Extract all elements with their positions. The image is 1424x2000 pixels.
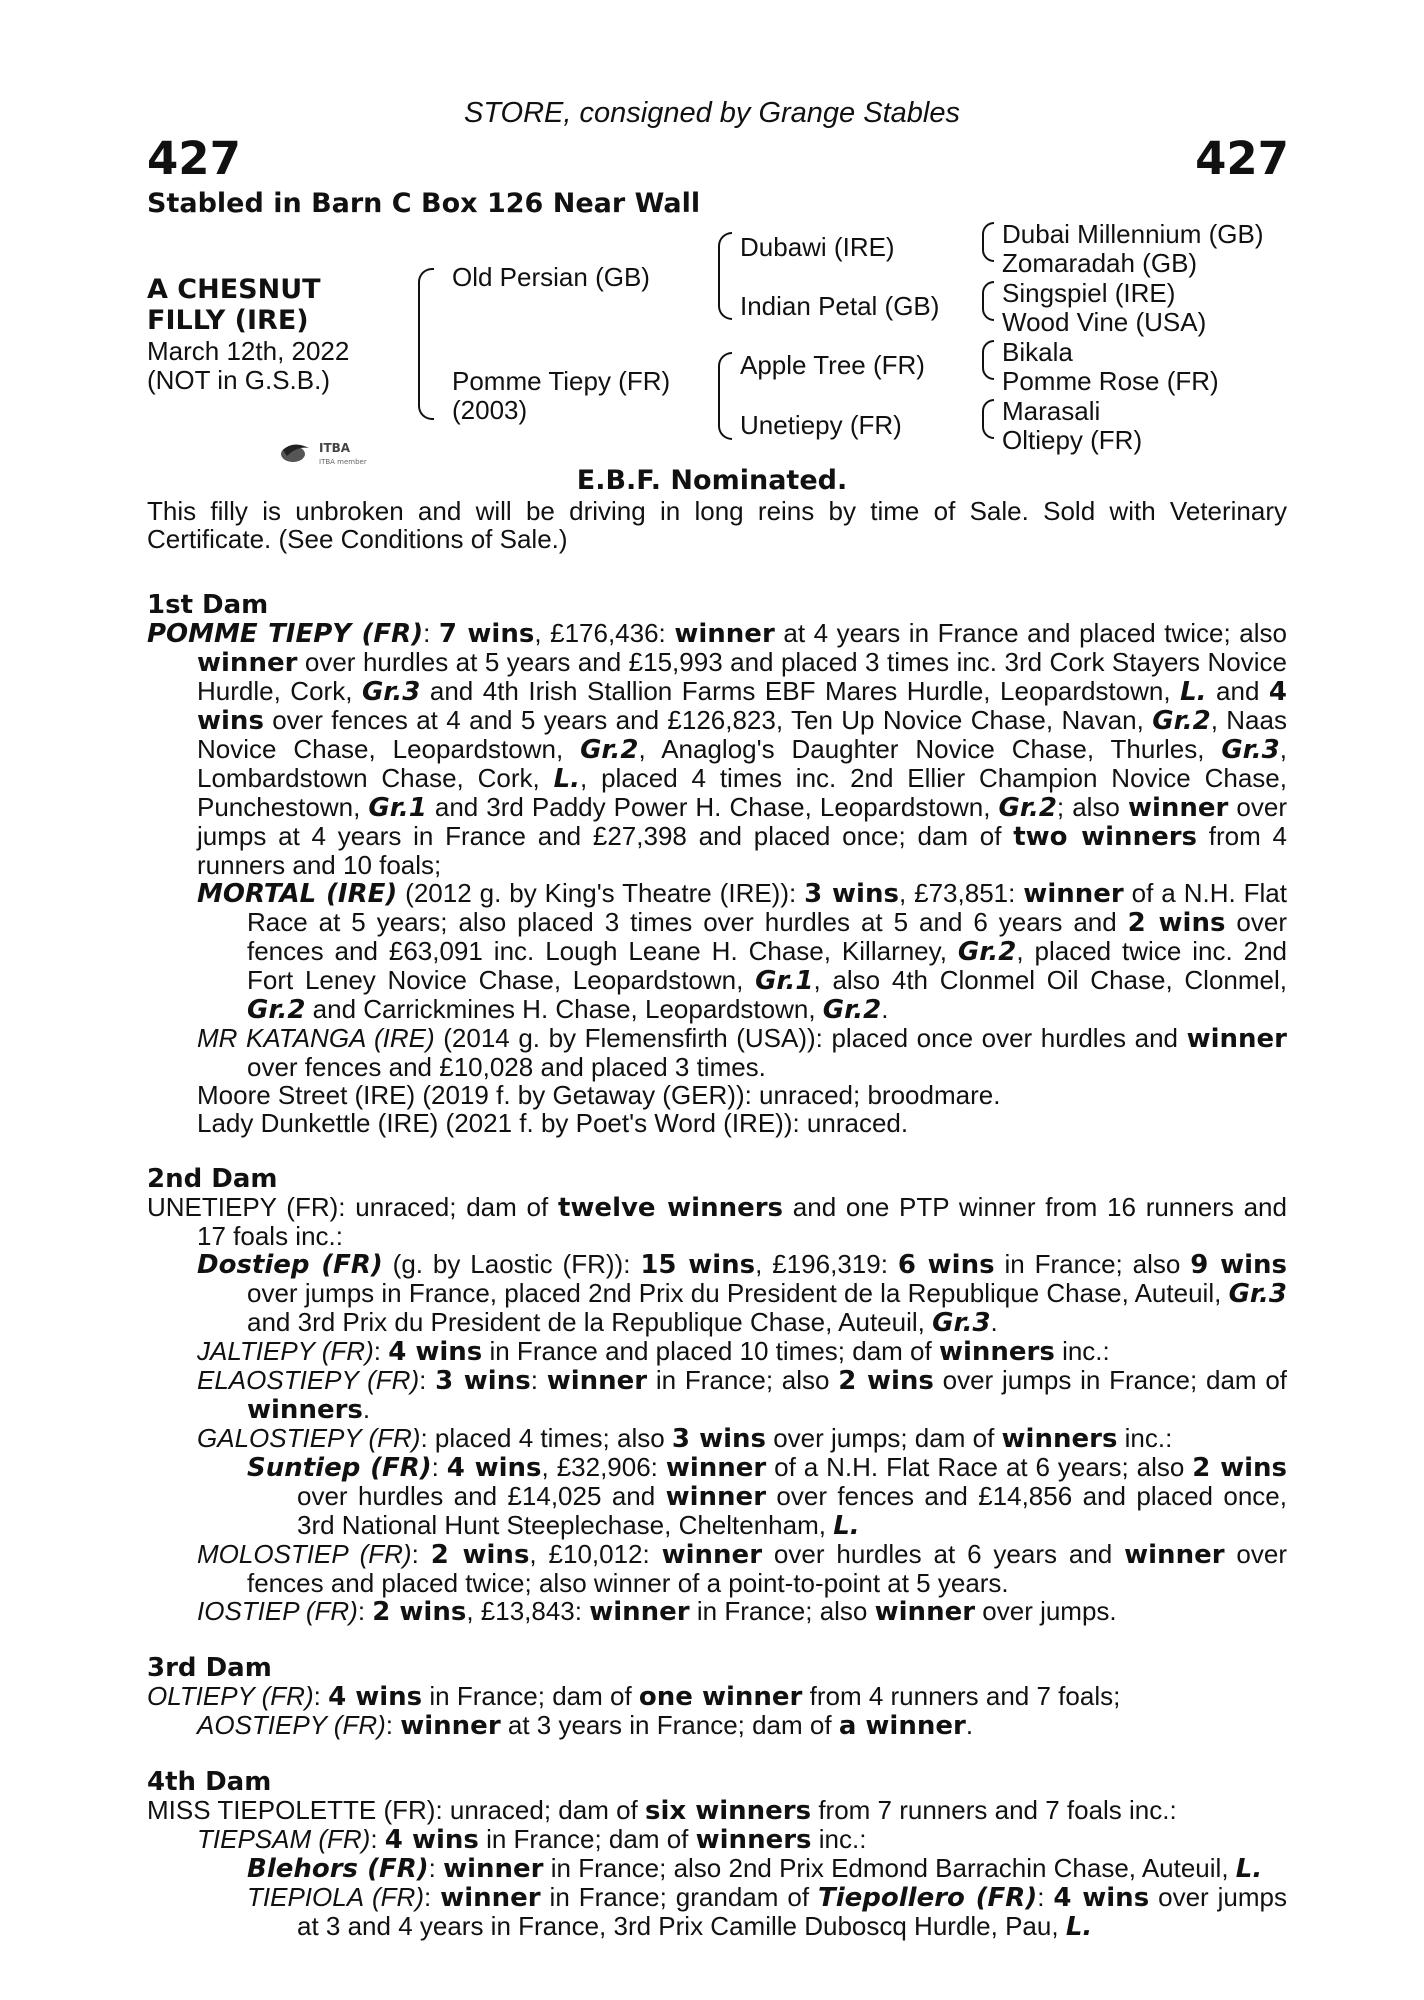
record-text: :: [373, 1336, 389, 1366]
pedigree-bracket-dd: [982, 399, 994, 439]
record-text: .: [990, 1307, 998, 1337]
record-text: winner: [440, 1883, 541, 1913]
record-text: over fences and £14,856 and placed once, 3rd National Hunt Steeplechase, Cheltenham,: [297, 1481, 1287, 1540]
record-text: L.: [1235, 1854, 1263, 1884]
record-text: winner: [546, 1366, 648, 1396]
record-text: TIEPSAM (FR): [197, 1824, 371, 1854]
horse-description: [147, 274, 321, 336]
dam-section: [147, 591, 1287, 1137]
record-text: Gr.3: [1228, 1279, 1287, 1309]
record-text: winner: [1127, 793, 1229, 823]
record-text: 3 wins: [804, 879, 899, 909]
record-text: winner: [400, 1711, 501, 1741]
record-text: :: [424, 1882, 441, 1912]
record-text: , placed 4 times inc. 2nd Ellier Champion Novice Chase, Punchestown,: [197, 763, 1287, 822]
produce-record: [147, 1453, 1287, 1540]
record-text: 3 wins: [671, 1424, 766, 1454]
dam-section-heading: 2nd Dam: [147, 1164, 278, 1194]
pedigree-sdd: Wood Vine (USA): [1002, 307, 1207, 337]
record-text: at 3 years in France; dam of: [500, 1710, 839, 1740]
record-text: at 4 years in France and placed twice; also: [774, 618, 1288, 648]
record-text: MISS TIEPOLETTE (FR): unraced; dam of: [147, 1795, 645, 1825]
record-text: 6 wins: [897, 1250, 995, 1280]
record-text: :: [423, 618, 439, 648]
record-text: and 3rd Prix du President de la Republique Chase, Auteuil,: [247, 1307, 933, 1337]
record-text: inc.:: [811, 1824, 867, 1854]
pedigree-bracket-sd: [982, 281, 994, 321]
sale-notes: This filly is unbroken and will be driving in long reins by time of Sale. Sold with Veterinary Certificate. (See Conditions of Sale.): [147, 496, 1287, 554]
record-text: Gr.2: [957, 937, 1017, 967]
record-text: MORTAL (IRE): [197, 879, 398, 909]
record-text: Moore Street (IRE) (2019 f. by Getaway (GER)): unraced; broodmare.: [197, 1080, 1001, 1110]
record-text: :: [411, 1539, 431, 1569]
record-text: 2 wins: [838, 1366, 934, 1396]
record-text: :: [357, 1596, 373, 1626]
record-text: one winner: [638, 1682, 803, 1712]
record-text: winner: [661, 1540, 763, 1570]
record-text: :: [313, 1681, 329, 1711]
record-text: Gr.3: [932, 1308, 991, 1338]
record-text: winner: [674, 619, 775, 649]
record-text: and 4th Irish Stallion Farms EBF Mares Hurdle, Leopardstown,: [420, 676, 1181, 706]
lot-number-left: 427: [147, 132, 241, 185]
pedigree-dds: Marasali: [1002, 396, 1101, 426]
record-text: Gr.2: [247, 995, 306, 1025]
record-text: MR KATANGA (IRE): [197, 1023, 435, 1053]
record-text: L.: [1065, 1912, 1093, 1942]
record-text: L.: [553, 764, 581, 794]
produce-record: [147, 1854, 1287, 1883]
record-text: in France; also: [689, 1596, 875, 1626]
record-text: Gr.1: [368, 793, 427, 823]
horse-gsb-status: (NOT in G.S.B.): [147, 365, 330, 395]
pedigree-bracket-ds: [982, 340, 994, 380]
pedigree-sss: Dubai Millennium (GB): [1002, 219, 1264, 249]
record-text: ELAOSTIEPY (FR): [197, 1365, 420, 1395]
dam-section-heading: 1st Dam: [147, 590, 269, 620]
produce-record: [147, 1193, 1287, 1250]
record-text: :: [1037, 1882, 1054, 1912]
dam-section-heading: 3rd Dam: [147, 1653, 272, 1683]
ebf-nominated: E.B.F. Nominated.: [576, 465, 848, 496]
record-text: and one PTP winner from 16 runners and 17 foals inc.:: [197, 1192, 1287, 1251]
pedigree-dam: Pomme Tiepy (FR): [452, 366, 671, 396]
record-text: TIEPIOLA (FR): [247, 1882, 424, 1912]
produce-record: [147, 1424, 1287, 1453]
record-text: over hurdles at 6 years and: [762, 1539, 1125, 1569]
record-text: over jumps in France; dam of: [933, 1365, 1288, 1395]
record-text: IOSTIEP (FR): [197, 1596, 358, 1626]
record-text: in France and placed 10 times; dam of: [482, 1336, 939, 1366]
record-text: .: [881, 994, 889, 1024]
record-text: winner: [1186, 1024, 1287, 1054]
pedigree-ssd: Zomaradah (GB): [1002, 248, 1198, 278]
record-text: in France; dam of: [422, 1681, 639, 1711]
record-text: winners: [247, 1395, 363, 1425]
record-text: , Lombardstown Chase, Cork,: [197, 734, 1287, 793]
record-text: in France; grandam of: [540, 1882, 818, 1912]
record-text: winner: [1023, 879, 1124, 909]
record-text: winner: [665, 1453, 767, 1483]
record-text: 4 wins: [328, 1682, 423, 1712]
record-text: 2 wins: [1192, 1453, 1288, 1483]
record-text: winner: [1124, 1540, 1225, 1570]
record-text: over hurdles and £14,025 and: [297, 1481, 666, 1511]
record-text: six winners: [645, 1796, 812, 1826]
record-text: :: [431, 1452, 447, 1482]
record-text: OLTIEPY (FR): [147, 1681, 314, 1711]
record-text: 15 wins: [640, 1250, 756, 1280]
record-text: AOSTIEPY (FR): [197, 1710, 386, 1740]
record-text: L.: [833, 1511, 860, 1541]
record-text: L.: [1180, 677, 1207, 707]
record-text: , Naas Novice Chase, Leopardstown,: [197, 705, 1287, 764]
record-text: ; also: [1056, 792, 1128, 822]
record-text: two winners: [1013, 822, 1198, 852]
record-text: , Anaglog's Daughter Novice Chase, Thurles,: [638, 734, 1222, 764]
record-text: 2 wins: [372, 1597, 467, 1627]
record-text: and: [1206, 676, 1269, 706]
record-text: UNETIEPY (FR): unraced; dam of: [147, 1192, 558, 1222]
record-text: Lady Dunkettle (IRE) (2021 f. by Poet's Word (IRE)): unraced.: [197, 1108, 909, 1138]
record-text: , also 4th Clonmel Oil Chase, Clonmel,: [813, 965, 1287, 995]
dam-section: [147, 1768, 1287, 1941]
record-text: 3 wins: [435, 1366, 531, 1396]
record-text: winner: [197, 648, 298, 678]
produce-record: [147, 619, 1287, 879]
produce-record: [147, 1796, 1287, 1825]
record-text: , £73,851:: [898, 878, 1024, 908]
record-text: of a N.H. Flat Race at 5 years; also placed 3 times over hurdles at 5 and 6 years and: [247, 878, 1287, 937]
produce-record: [147, 1597, 1287, 1626]
record-text: :: [419, 1365, 436, 1395]
record-text: , £10,012:: [529, 1539, 662, 1569]
record-text: over jumps in France, placed 2nd Prix du President de la Republique Chase, Auteuil,: [247, 1278, 1229, 1308]
record-text: winners: [938, 1337, 1055, 1367]
itba-logo-mark: [279, 436, 409, 468]
record-text: (2014 g. by Flemensfirth (USA)): placed once over hurdles and: [434, 1023, 1187, 1053]
record-text: over hurdles at 5 years and £15,993 and placed 3 times inc. 3rd Cork Stayers Novice Hurdle, Cork,: [197, 647, 1287, 706]
record-text: winner: [589, 1597, 690, 1627]
produce-record: [147, 1825, 1287, 1854]
record-text: Tiepollero (FR): [818, 1883, 1038, 1913]
pedigree-dam-sire: Apple Tree (FR): [740, 350, 925, 380]
itba-logo-subtext: ITBA member: [319, 458, 367, 466]
record-text: 7 wins: [438, 619, 535, 649]
record-text: .: [965, 1710, 974, 1740]
pedigree-sire-dam: Indian Petal (GB): [740, 291, 940, 321]
record-text: Gr.3: [361, 677, 421, 707]
record-text: and Carrickmines H. Chase, Leopardstown,: [305, 994, 823, 1024]
record-text: Gr.1: [755, 966, 814, 996]
record-text: in France; also: [994, 1249, 1191, 1279]
record-text: over fences and placed twice; also winner of a point-to-point at 5 years.: [247, 1539, 1288, 1598]
record-text: 4 wins: [384, 1825, 479, 1855]
record-text: :: [385, 1710, 401, 1740]
pedigree-dss: Bikala: [1002, 337, 1073, 367]
record-text: over jumps at 3 and 4 years in France, 3rd Prix Camille Duboscq Hurdle, Pau,: [297, 1882, 1287, 1941]
produce-record: [147, 1711, 1287, 1740]
record-text: MOLOSTIEP (FR): [197, 1539, 412, 1569]
record-text: JALTIEPY (FR): [197, 1336, 374, 1366]
produce-record: [147, 1682, 1287, 1711]
record-text: over fences and £63,091 inc. Lough Leane H. Chase, Killarney,: [247, 907, 1287, 966]
pedigree-sire-sire: Dubawi (IRE): [740, 232, 895, 262]
consignor-line: STORE, consigned by Grange Stables: [464, 97, 960, 129]
record-text: 4 wins: [1053, 1883, 1150, 1913]
record-text: twelve winners: [557, 1193, 784, 1223]
record-text: 4 wins: [197, 677, 1287, 736]
record-text: 2 wins: [430, 1540, 530, 1570]
record-text: from 4 runners and 7 foals;: [802, 1681, 1121, 1711]
itba-logo-text: ITBA: [319, 441, 351, 455]
horse-birth-info: [147, 337, 349, 395]
pedigree-bracket-dam: [718, 352, 732, 440]
record-text: in France; dam of: [478, 1824, 696, 1854]
record-text: winner: [665, 1482, 767, 1512]
record-text: (g. by Laostic (FR)):: [382, 1249, 641, 1279]
record-text: .: [362, 1394, 371, 1424]
dam-section-heading: 4th Dam: [147, 1767, 272, 1797]
record-text: :: [370, 1824, 385, 1854]
record-text: winner: [874, 1597, 976, 1627]
record-text: Gr.2: [1152, 706, 1211, 736]
record-text: , £176,436:: [534, 618, 675, 648]
record-text: from 4 runners and 10 foals;: [197, 821, 1287, 880]
record-text: over jumps at 4 years in France and £27,398 and placed once; dam of: [197, 792, 1287, 851]
record-text: 2 wins: [1127, 908, 1226, 938]
record-text: , £13,843:: [466, 1596, 590, 1626]
produce-record: [147, 1337, 1287, 1366]
produce-record: [147, 1883, 1287, 1941]
dam-section: [147, 1165, 1287, 1626]
record-text: (2012 g. by King's Theatre (IRE)):: [397, 878, 805, 908]
record-text: : placed 4 times; also: [420, 1423, 672, 1453]
record-text: POMME TIEPY (FR): [147, 619, 424, 649]
record-text: 4 wins: [388, 1337, 483, 1367]
produce-record: [147, 1250, 1287, 1337]
horse-dob: March 12th, 2022: [147, 336, 350, 366]
pedigree-sire: Old Persian (GB): [452, 262, 650, 292]
dam-section: [147, 1654, 1287, 1740]
pedigree-dam-year: (2003): [452, 395, 528, 425]
record-text: inc.:: [1117, 1423, 1173, 1453]
record-text: over jumps.: [975, 1596, 1117, 1626]
record-text: 4 wins: [446, 1453, 542, 1483]
record-text: over fences and £10,028 and placed 3 times.: [247, 1052, 766, 1082]
record-text: :: [428, 1853, 444, 1883]
record-text: Gr.2: [998, 793, 1057, 823]
catalogue-body: [147, 497, 1287, 1941]
produce-record: [147, 879, 1287, 1024]
record-text: in France; also 2nd Prix Edmond Barrachin Chase, Auteuil,: [543, 1853, 1236, 1883]
record-text: winners: [695, 1825, 812, 1855]
record-text: over fences at 4 and 5 years and £126,823, Ten Up Novice Chase, Navan,: [263, 705, 1153, 735]
record-text: from 7 runners and 7 foals inc.:: [811, 1795, 1177, 1825]
produce-record: [147, 1109, 1287, 1137]
stabling-info: Stabled in Barn C Box 126 Near Wall: [147, 188, 701, 219]
horse-name-line1: A CHESNUT: [147, 274, 321, 305]
record-text: , £32,906:: [541, 1452, 666, 1482]
record-text: Gr.3: [1221, 735, 1280, 765]
record-text: Blehors (FR): [247, 1854, 429, 1884]
record-text: Suntiep (FR): [247, 1453, 432, 1483]
pedigree-ddd: Oltiepy (FR): [1002, 425, 1143, 455]
record-text: Gr.2: [580, 735, 639, 765]
record-text: , placed twice inc. 2nd Fort Leney Novice Chase, Leopardstown,: [247, 936, 1288, 995]
pedigree-sds: Singspiel (IRE): [1002, 278, 1176, 308]
pedigree-dam-dam: Unetiepy (FR): [740, 410, 902, 440]
record-text: 9 wins: [1190, 1250, 1288, 1280]
record-text: winner: [443, 1854, 544, 1884]
record-text: of a N.H. Flat Race at 6 years; also: [766, 1452, 1193, 1482]
record-text: :: [530, 1365, 547, 1395]
record-text: and 3rd Paddy Power H. Chase, Leopardstown,: [426, 792, 999, 822]
pedigree-dsd: Pomme Rose (FR): [1002, 366, 1219, 396]
record-text: winners: [1001, 1424, 1118, 1454]
horse-name-line2: FILLY (IRE): [147, 305, 309, 336]
pedigree-bracket-ss: [982, 222, 994, 262]
record-text: a winner: [838, 1711, 966, 1741]
record-text: over jumps; dam of: [765, 1423, 1002, 1453]
produce-record: [147, 1024, 1287, 1081]
pedigree-bracket-gen1: [418, 268, 434, 420]
produce-record: [147, 1366, 1287, 1424]
record-text: GALOSTIEPY (FR): [197, 1423, 421, 1453]
produce-record: [147, 1081, 1287, 1109]
dam-sections: [147, 591, 1287, 1941]
record-text: Dostiep (FR): [197, 1250, 383, 1280]
produce-record: [147, 1540, 1287, 1597]
record-text: Gr.2: [822, 995, 882, 1025]
record-text: in France; also: [647, 1365, 839, 1395]
pedigree-bracket-sire: [718, 232, 732, 320]
lot-number-right: 427: [1195, 132, 1289, 185]
record-text: inc.:: [1054, 1336, 1110, 1366]
record-text: , £196,319:: [755, 1249, 898, 1279]
